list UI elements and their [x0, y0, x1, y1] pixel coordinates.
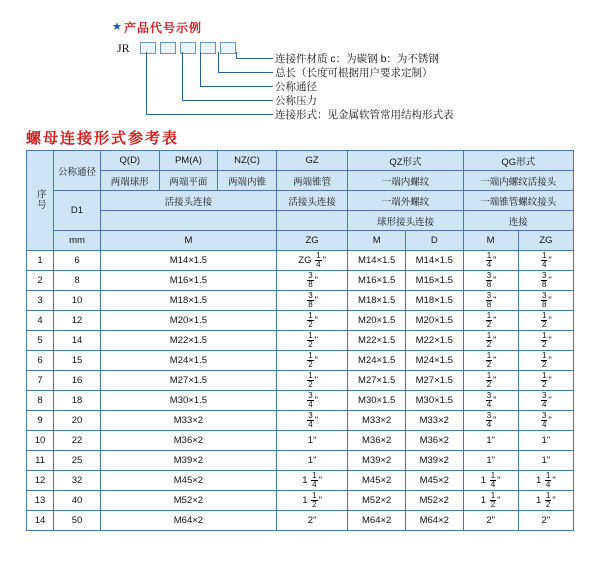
header-sub-pma: 两端平面 — [159, 171, 218, 191]
cell-qg-zg: 1 $\frac{1}{2}$ " — [518, 491, 573, 511]
cell-qz-d: M30×1.5 — [405, 391, 463, 411]
cell-zg: 1" — [276, 451, 348, 471]
header-sub-qz: 一端内螺纹 — [348, 171, 463, 191]
leader-label-dn: 公称通径 — [275, 81, 317, 93]
cell-seq: 2 — [27, 271, 54, 291]
cell-dn: 25 — [54, 451, 101, 471]
cell-dn: 18 — [54, 391, 101, 411]
header-group-qz: QZ形式 — [348, 151, 463, 171]
table-header-row — [27, 171, 574, 191]
header-unit-mm: mm — [54, 231, 101, 251]
cell-qz-d: M24×1.5 — [405, 351, 463, 371]
cell-seq: 3 — [27, 291, 54, 311]
cell-seq: 8 — [27, 391, 54, 411]
cell-dn: 6 — [54, 251, 101, 271]
cell-qz-d: M64×2 — [405, 511, 463, 531]
header-dn: 公称通径 — [54, 151, 101, 191]
header-group-qg: QG形式 — [463, 151, 573, 171]
cell-qz-m: M33×2 — [348, 411, 406, 431]
table-row — [27, 271, 574, 291]
cell-qz-m: M27×1.5 — [348, 371, 406, 391]
cell-m: M33×2 — [101, 411, 277, 431]
cell-qg-m: $\frac{1}{2}$ " — [463, 311, 518, 331]
cell-qz-d: M18×1.5 — [405, 291, 463, 311]
cell-m: M52×2 — [101, 491, 277, 511]
star-icon: ★ — [112, 21, 122, 33]
table-row — [27, 391, 574, 411]
cell-dn: 10 — [54, 291, 101, 311]
cell-dn: 20 — [54, 411, 101, 431]
cell-seq: 9 — [27, 411, 54, 431]
header-blank-gz — [276, 211, 348, 231]
cell-qg-m: 1" — [463, 451, 518, 471]
cell-dn: 14 — [54, 331, 101, 351]
cell-qz-d: M27×1.5 — [405, 371, 463, 391]
cell-zg: $\frac{1}{2}$ " — [276, 351, 348, 371]
cell-seq: 4 — [27, 311, 54, 331]
cell-seq: 11 — [27, 451, 54, 471]
table-header-row — [27, 191, 574, 211]
cell-seq: 6 — [27, 351, 54, 371]
cell-qz-m: M16×1.5 — [348, 271, 406, 291]
cell-seq: 7 — [27, 371, 54, 391]
cell-m: M20×1.5 — [101, 311, 277, 331]
cell-dn: 15 — [54, 351, 101, 371]
cell-m: M27×1.5 — [101, 371, 277, 391]
cell-zg: 1" — [276, 431, 348, 451]
header-sub-qd: 两端球形 — [101, 171, 160, 191]
cell-m: M30×1.5 — [101, 391, 277, 411]
cell-qg-zg: $\frac{1}{2}$ " — [518, 311, 573, 331]
cell-qg-zg: $\frac{1}{4}$ " — [518, 251, 573, 271]
section-title: 螺母连接形式参考表 — [26, 130, 180, 147]
cell-dn: 32 — [54, 471, 101, 491]
cell-m: M24×1.5 — [101, 351, 277, 371]
cell-zg: $\frac{1}{2}$ " — [276, 371, 348, 391]
cell-qz-m: M45×2 — [348, 471, 406, 491]
table-row — [27, 511, 574, 531]
cell-m: M36×2 — [101, 431, 277, 451]
cell-zg: $\frac{3}{4}$ " — [276, 411, 348, 431]
cell-qg-zg: $\frac{1}{2}$ " — [518, 351, 573, 371]
cell-qg-zg: $\frac{3}{8}$ " — [518, 291, 573, 311]
header-group-nzc: NZ(C) — [218, 151, 277, 171]
cell-qz-m: M39×2 — [348, 451, 406, 471]
cell-qz-m: M52×2 — [348, 491, 406, 511]
cell-qg-m: $\frac{1}{4}$ " — [463, 251, 518, 271]
cell-m: M16×1.5 — [101, 271, 277, 291]
cell-qg-zg: 1" — [518, 431, 573, 451]
cell-m: M45×2 — [101, 471, 277, 491]
cell-qg-zg: 1 $\frac{1}{4}$ " — [518, 471, 573, 491]
cell-dn: 22 — [54, 431, 101, 451]
cell-zg: $\frac{3}{8}$ " — [276, 291, 348, 311]
header-union-left: 活接头连接 — [101, 191, 277, 211]
cell-seq: 12 — [27, 471, 54, 491]
cell-qz-m: M18×1.5 — [348, 291, 406, 311]
diagram-title: 产品代号示例 — [124, 21, 203, 35]
leader-line — [146, 52, 273, 115]
cell-dn: 16 — [54, 371, 101, 391]
cell-qg-zg: 1" — [518, 451, 573, 471]
cell-qg-zg: $\frac{3}{8}$ " — [518, 271, 573, 291]
header-unit-m: M — [101, 231, 277, 251]
cell-qz-d: M52×2 — [405, 491, 463, 511]
cell-dn: 8 — [54, 271, 101, 291]
cell-m: M22×1.5 — [101, 331, 277, 351]
cell-m: M18×1.5 — [101, 291, 277, 311]
cell-qg-zg: $\frac{3}{4}$ " — [518, 411, 573, 431]
cell-qz-m: M64×2 — [348, 511, 406, 531]
cell-zg: 1 $\frac{1}{4}$ " — [276, 471, 348, 491]
cell-zg: $\frac{1}{2}$ " — [276, 331, 348, 351]
cell-qz-d: M36×2 — [405, 431, 463, 451]
cell-dn: 40 — [54, 491, 101, 511]
table-row — [27, 351, 574, 371]
cell-qz-m: M14×1.5 — [348, 251, 406, 271]
header-unit-qg-zg: ZG — [518, 231, 573, 251]
table-row — [27, 251, 574, 271]
cell-qz-d: M16×1.5 — [405, 271, 463, 291]
table-row — [27, 331, 574, 351]
header-connect-qg: 连接 — [463, 211, 573, 231]
cell-zg: $\frac{3}{8}$ " — [276, 271, 348, 291]
product-code-diagram — [0, 0, 600, 120]
table-row — [27, 491, 574, 511]
header-unit-qg-m: M — [463, 231, 518, 251]
cell-m: M64×2 — [101, 511, 277, 531]
header-seq: 序号 — [27, 151, 54, 251]
leader-label-length: 总长（长度可根据用户要求定制） — [275, 67, 433, 79]
cell-zg: 2" — [276, 511, 348, 531]
table-header-row — [27, 231, 574, 251]
cell-qg-m: $\frac{1}{2}$ " — [463, 351, 518, 371]
leader-label-material: 连接件材质 c：为碳钢 b：为不锈钢 — [275, 53, 439, 65]
header-group-pma: PM(A) — [159, 151, 218, 171]
cell-qg-m: 1 $\frac{1}{4}$ " — [463, 471, 518, 491]
header-d1: D1 — [54, 191, 101, 231]
cell-zg: $\frac{1}{2}$ " — [276, 311, 348, 331]
table-row — [27, 471, 574, 491]
cell-dn: 12 — [54, 311, 101, 331]
cell-qz-d: M33×2 — [405, 411, 463, 431]
table-row — [27, 291, 574, 311]
cell-qz-m: M22×1.5 — [348, 331, 406, 351]
table-row — [27, 451, 574, 471]
cell-qz-m: M36×2 — [348, 431, 406, 451]
cell-qg-m: $\frac{1}{2}$ " — [463, 371, 518, 391]
header-ext-thread-qz: 一端外螺纹 — [348, 191, 463, 211]
header-union-gz: 活接头连接 — [276, 191, 348, 211]
cell-qg-m: $\frac{3}{8}$ " — [463, 271, 518, 291]
cell-qz-d: M45×2 — [405, 471, 463, 491]
cell-qz-d: M22×1.5 — [405, 331, 463, 351]
table-header-row — [27, 151, 574, 171]
table-body — [27, 251, 574, 531]
leader-label-pressure: 公称压力 — [275, 95, 317, 107]
cell-seq: 1 — [27, 251, 54, 271]
table-header-row — [27, 211, 574, 231]
table-row — [27, 431, 574, 451]
nut-connection-table — [26, 150, 574, 531]
cell-qz-d: M14×1.5 — [405, 251, 463, 271]
cell-qz-d: M39×2 — [405, 451, 463, 471]
cell-qg-m: $\frac{1}{2}$ " — [463, 331, 518, 351]
code-prefix: JR — [117, 41, 130, 55]
cell-qg-m: $\frac{3}{4}$ " — [463, 411, 518, 431]
cell-qg-m: $\frac{3}{8}$ " — [463, 291, 518, 311]
cell-qg-zg: $\frac{1}{2}$ " — [518, 331, 573, 351]
cell-qg-zg: $\frac{1}{2}$ " — [518, 371, 573, 391]
cell-qg-zg: $\frac{3}{4}$ " — [518, 391, 573, 411]
table-row — [27, 411, 574, 431]
cell-seq: 14 — [27, 511, 54, 531]
cell-qz-m: M24×1.5 — [348, 351, 406, 371]
cell-qz-d: M20×1.5 — [405, 311, 463, 331]
cell-qg-zg: 2" — [518, 511, 573, 531]
cell-qz-m: M20×1.5 — [348, 311, 406, 331]
cell-qg-m: $\frac{3}{4}$ " — [463, 391, 518, 411]
cell-qg-m: 1" — [463, 431, 518, 451]
cell-seq: 13 — [27, 491, 54, 511]
cell-qz-m: M30×1.5 — [348, 391, 406, 411]
cell-seq: 10 — [27, 431, 54, 451]
cell-zg: ZG $\frac{1}{4}$ " — [276, 251, 348, 271]
header-sub-gz: 两端锥管 — [276, 171, 348, 191]
cell-m: M39×2 — [101, 451, 277, 471]
table-row — [27, 371, 574, 391]
cell-m: M14×1.5 — [101, 251, 277, 271]
header-group-gz: GZ — [276, 151, 348, 171]
header-ball-joint-qz: 球形接头连接 — [348, 211, 463, 231]
header-sub-nzc: 两端内锥 — [218, 171, 277, 191]
cell-qg-m: 1 $\frac{1}{2}$ " — [463, 491, 518, 511]
header-blank-left — [101, 211, 277, 231]
header-unit-qz-d: D — [405, 231, 463, 251]
cell-zg: 1 $\frac{1}{2}$ " — [276, 491, 348, 511]
table-row — [27, 311, 574, 331]
leader-label-conn: 连接形式：见金属软管常用结构形式表 — [275, 109, 454, 121]
cell-qg-m: 2" — [463, 511, 518, 531]
header-taper-qg: 一端锥管螺纹接头 — [463, 191, 573, 211]
header-unit-qz-m: M — [348, 231, 406, 251]
cell-zg: $\frac{3}{4}$ " — [276, 391, 348, 411]
header-sub-qg: 一端内螺纹活接头 — [463, 171, 573, 191]
cell-seq: 5 — [27, 331, 54, 351]
header-group-qd: Q(D) — [101, 151, 160, 171]
header-unit-zg: ZG — [276, 231, 348, 251]
cell-dn: 50 — [54, 511, 101, 531]
